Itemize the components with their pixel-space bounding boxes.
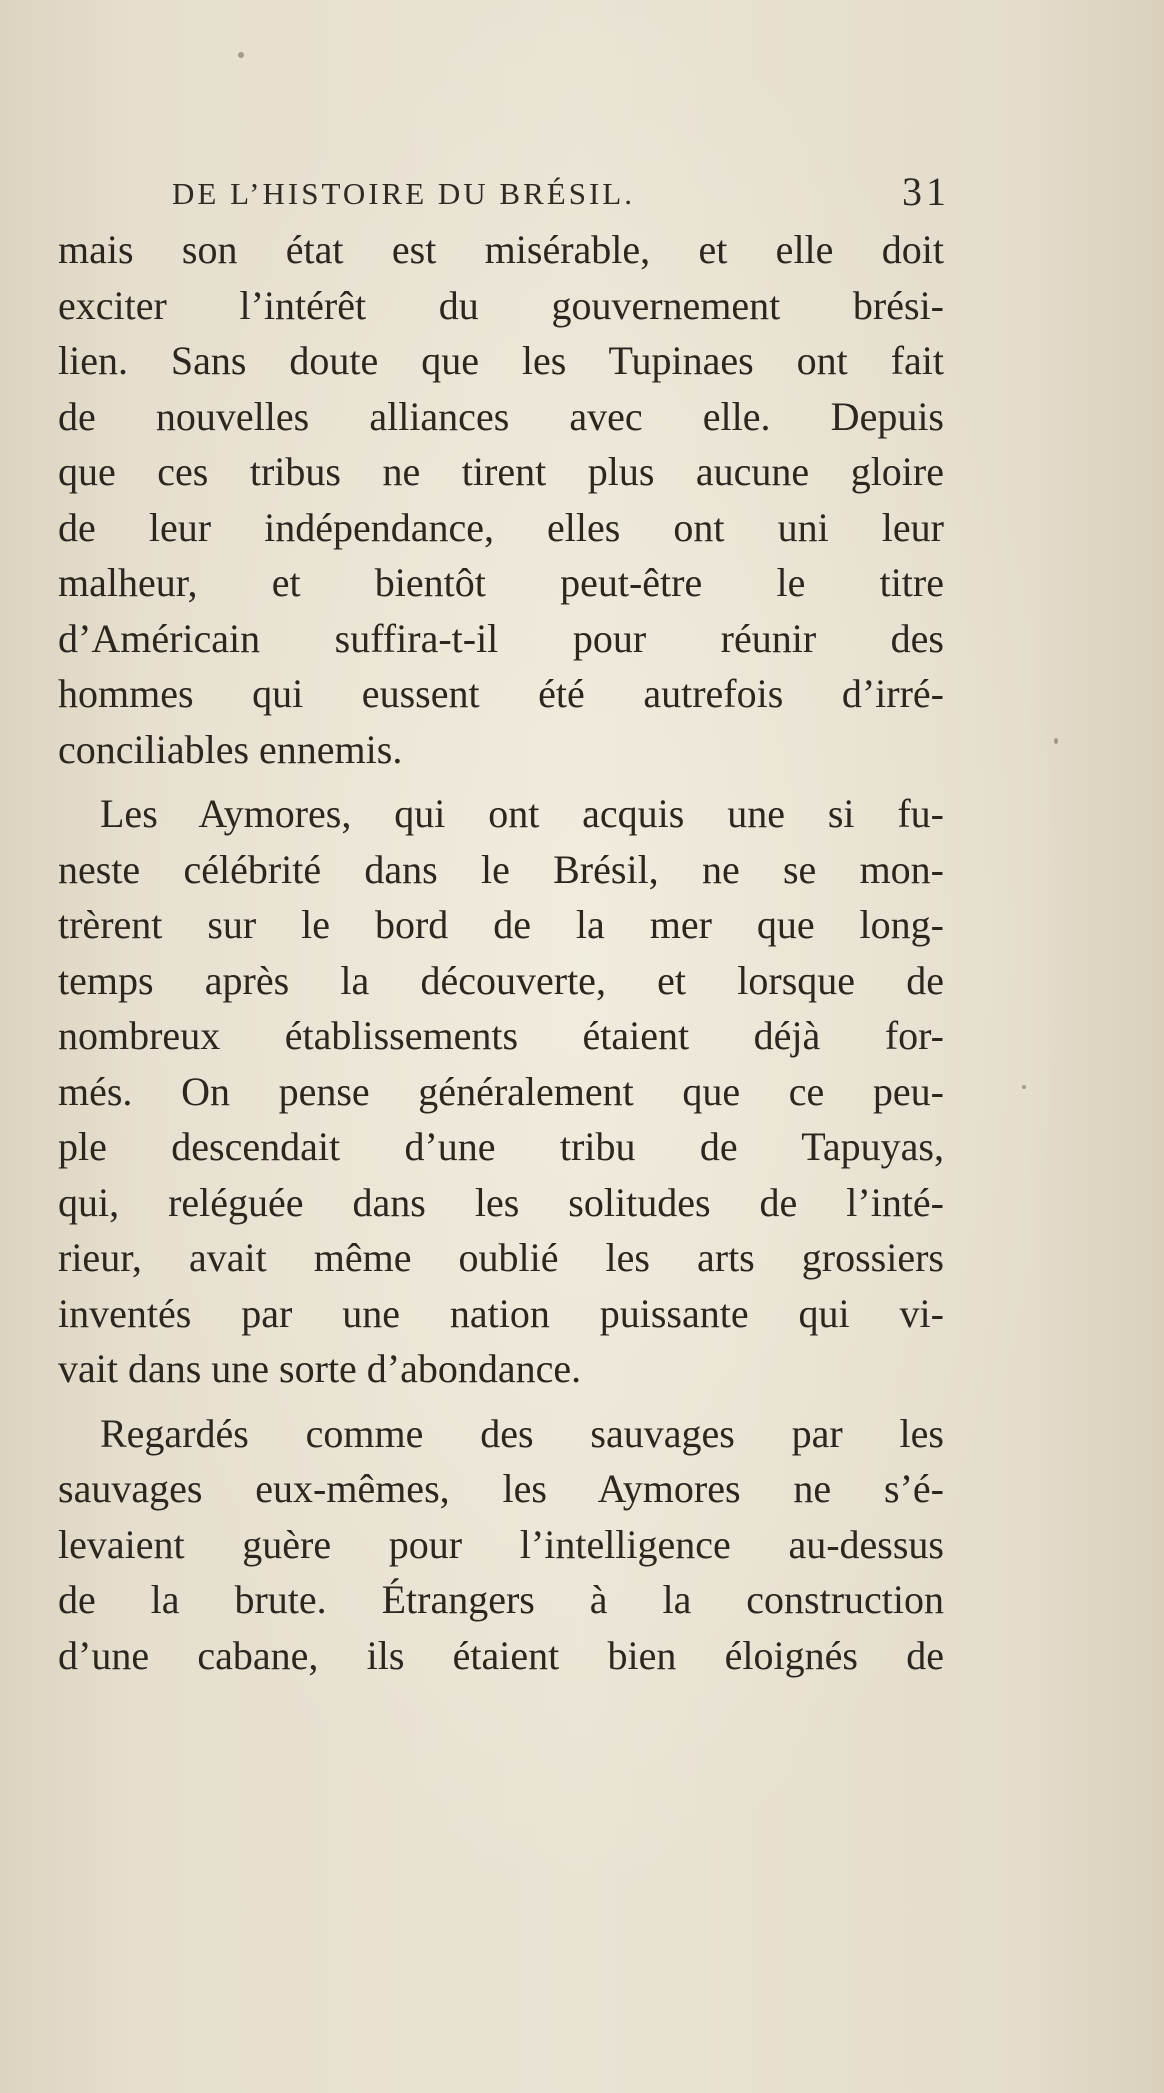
text-line: de la brute. Étrangers à la construction xyxy=(58,1577,944,1622)
text-line: més. On pense généralement que ce peu- xyxy=(58,1068,944,1114)
text-line: nombreux établissements étaient déjà for- xyxy=(58,1013,944,1058)
text-line: Regardés comme des sauvages par les xyxy=(100,1410,944,1456)
text-line: levaient guère pour l’intelligence au-dessus xyxy=(58,1521,944,1567)
paper-speck xyxy=(1022,1085,1026,1089)
text-line: hommes qui eussent été autrefois d’irré- xyxy=(58,671,944,716)
text-line: lien. Sans doute que les Tupinaes ont fait xyxy=(58,338,944,383)
page-header xyxy=(172,168,950,222)
running-title: DE L’HISTOIRE DU BRÉSIL. xyxy=(172,176,635,211)
text-line: que ces tribus ne tirent plus aucune gloire xyxy=(58,449,944,494)
paragraph xyxy=(58,222,944,777)
text-line: exciter l’intérêt du gouvernement brési- xyxy=(58,282,944,328)
text-line: d’Américain suffira-t-il pour réunir des xyxy=(58,615,944,661)
paper-speck xyxy=(238,52,244,58)
text-line: malheur, et bientôt peut-être le titre xyxy=(58,560,944,605)
paragraph xyxy=(58,1406,944,1684)
text-line: inventés par une nation puissante qui vi- xyxy=(58,1290,944,1336)
page-number: 31 xyxy=(902,169,950,214)
text-line: temps après la découverte, et lorsque de xyxy=(58,957,944,1003)
text-line: conciliables ennemis. xyxy=(58,726,403,772)
text-line: ple descendait d’une tribu de Tapuyas, xyxy=(58,1124,944,1169)
paragraph xyxy=(58,786,944,1397)
text-line: sauvages eux-mêmes, les Aymores ne s’é- xyxy=(58,1466,944,1511)
text-line: qui, reléguée dans les solitudes de l’inté- xyxy=(58,1179,944,1225)
body-text xyxy=(58,222,944,1683)
text-line: de nouvelles alliances avec elle. Depuis xyxy=(58,393,944,439)
text-line: rieur, avait même oublié les arts grossiers xyxy=(58,1235,944,1280)
text-line: d’une cabane, ils étaient bien éloignés de xyxy=(58,1632,944,1678)
text-line: neste célébrité dans le Brésil, ne se mon- xyxy=(58,846,944,892)
paper-speck xyxy=(1054,738,1058,744)
text-line: vait dans une sorte d’abondance. xyxy=(58,1346,582,1391)
text-line: trèrent sur le bord de la mer que long- xyxy=(58,902,944,947)
text-line: mais son état est misérable, et elle doit xyxy=(58,227,944,272)
text-line: Les Aymores, qui ont acquis une si fu- xyxy=(100,791,944,836)
text-line: de leur indépendance, elles ont uni leur xyxy=(58,504,944,550)
